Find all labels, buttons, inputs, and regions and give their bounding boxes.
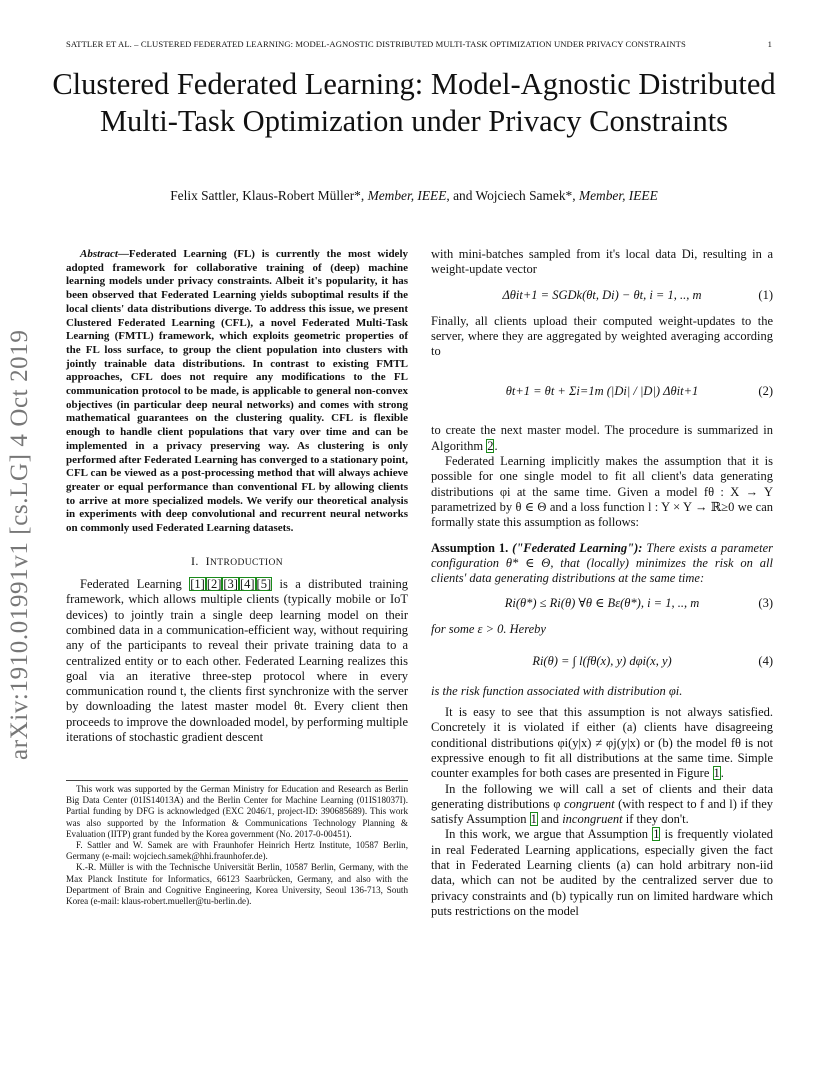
equation-2: θt+1 = θt + Σi=1m (|Di| / |D|) Δθit+1 (2) [431,369,773,413]
footnote-funding: This work was supported by the German Ministry for Education and Research as Berlin Big Data Center (01IS14013A) and the Berlin Center for Machine Learning (01IS18037I). Partial funding by DFG is acknowledged (EXC 2046/1, project-ID: 390685689). This work was also supported by the Information & Communications Technology Planning & Evaluation (IITP) grant funded by the Korea government (No. 2017-0-00451). [66,784,408,839]
footnotes [66,780,408,907]
equation-number: (3) [758,596,773,611]
hereby-line: for some ε > 0. Hereby [431,622,546,637]
paper-title: Clustered Federated Learning: Model-Agnostic Distributed Multi-Task Optimization under Privacy Constraints [52,67,776,138]
equation-number: (4) [758,653,773,668]
member-label-1: Member, IEEE [367,188,447,203]
assumption-link[interactable]: 1 [530,812,537,827]
paragraph-implicit-assumption: Federated Learning implicitly makes the assumption that it is possible for one single model to fit all client's data generating distributions φi at the same time. Given a model fθ : X → Y parametrized by θ ∈ Θ and a loss function l : Y × Y → ℝ≥0 we can formally state this assumption as follows: [431,454,773,530]
citation-link[interactable]: [5] [256,577,272,592]
paragraph-sgd: with mini-batches sampled from it's local data Di, resulting in a weight-update vector [431,247,773,277]
running-head-text: SATTLER ET AL. – CLUSTERED FEDERATED LEARNING: MODEL-AGNOSTIC DISTRIBUTED MULTI-TASK OPTIMIZATION UNDER PRIVACY CONSTRAINTS [66,39,686,49]
citation-link[interactable]: [2] [206,577,222,592]
abstract-label: Abstract [80,248,118,260]
paragraph-this-work: In this work, we argue that Assumption 1 is frequently violated in real Federated Learning applications, especially given the fact that in Federated Learning clients (a) can hold arbitrary non-iid data, which can not be audited by the centralized server due to privacy constraints and (b) typically run on limited hardware which puts restrictions on the model [431,827,773,918]
page-number: 1 [767,39,772,49]
arxiv-stamp: arXiv:1910.01991v1 [cs.LG] 4 Oct 2019 [6,329,33,760]
authors-names-2: , and Wojciech Samek*, [446,188,579,203]
footnote-affiliation-2: K.-R. Müller is with the Technische Universität Berlin, 10587 Berlin, Germany, with the Max Planck Institute for Informatics, 66123 Saarbrücken, Germany, and also with the Department of Brain and Cognitive Engineering, Korea University, Seoul 136-713, South Korea (e-mail: klaus-robert.mueller@tu-berlin.de). [66,862,408,907]
paragraph-congruent: In the following we will call a set of clients and their data generating distributions φ congruent (with respect to f and l) if they satisfy Assumption 1 and incongruent if they don't. [431,781,773,827]
running-head [66,39,772,49]
assumption-1: Assumption 1. ("Federated Learning"): There exists a parameter configuration θ* ∈ Θ, that (locally) minimizes the risk on all clients' data generating distributions at the same time: [431,540,773,586]
authors-names: Felix Sattler, Klaus-Robert Müller*, [170,188,368,203]
paragraph-violation: It is easy to see that this assumption is not always satisfied. Concretely it is violated if either (a) clients have disagreeing conditional distributions φi(y|x) ≠ φj(y|x) or (b) the model fθ is not expressive enough to fit all distributions at the same time. Simple counter examples for both cases are presented in Figure 1. [431,705,773,781]
equation-1: Δθit+1 = SGDk(θt, Di) − θt, i = 1, .., m (1) [502,287,773,302]
left-column [66,248,408,745]
assumption-label: Assumption 1. [431,540,509,555]
citation-link[interactable]: [4] [239,577,255,592]
footnote-affiliation-1: F. Sattler and W. Samek are with Fraunhofer Heinrich Hertz Institute, 10587 Berlin, Germany (e-mail: wojciech.samek@hhi.fraunhofer.de). [66,840,408,862]
paragraph-aggregation: Finally, all clients upload their computed weight-updates to the server, where they are aggregated by weighted averaging according to [431,313,773,359]
citation-link[interactable]: [1] [190,577,205,592]
right-column [431,247,773,919]
equation-number: (2) [758,384,773,399]
paragraph-master-model: to create the next master model. The procedure is summarized in Algorithm 2. [431,423,773,453]
equation-3: Ri(θ*) ≤ Ri(θ) ∀θ ∈ Bε(θ*), i = 1, .., m (3) [504,596,773,611]
risk-definition: is the risk function associated with distribution φi. [431,683,683,698]
abstract-text: —Federated Learning (FL) is currently the most widely adopted framework for collaborative training of (deep) machine learning models under privacy constraints. Albeit it's popularity, it has been observed that Federated Learning yields suboptimal results if the local clients' data distributions diverge. To address this issue, we present Clustered Federated Learning (CFL), a novel Federated Multi-Task Learning (FMTL) framework, which exploits geometric properties of the FL loss surface, to group the client population into clusters with jointly trainable data distributions. In contrast to existing FMTL approaches, CFL does not require any modifications to the FL communication protocol to be made, is applicable to general non-convex objectives (in particular deep neural networks) and comes with strong mathematical guarantees on the clustering quality. CFL is flexible enough to handle client populations that vary over time and can be implemented in a privacy preserving way. As clustering is only performed after Federated Learning has converged to a stationary point, CFL can be viewed as a post-processing method that will always achieve greater or equal performance than conventional FL by allowing clients to arrive at more specialized models. We verify our theoretical analysis in experiments with deep convolutional and recurrent neural networks on commonly used Federated Learning datasets. [66,248,408,535]
figure-link[interactable]: 1 [713,766,720,781]
abstract [66,248,408,536]
section-heading-introduction: I. INTRODUCTION [190,553,284,568]
citation-link[interactable]: [3] [223,577,238,592]
intro-paragraph: Federated Learning [1] [2] [3] [4] [5] is a distributed training framework, which allows multiple clients (typically mobile or IoT devices) to jointly train a single deep learning model on their combined data in a communication-efficient way, without requiring any of the participants to reveal their private training data to a centralized entity or to each other. Federated Learning realizes this goal via an iterative three-step protocol where in every communication round t, the clients first synchronize with the server by downloading the latest master model θt. Every client then proceeds to improve the downloaded model, by performing multiple iterations of stochastic gradient descent [66,577,409,745]
member-label-2: Member, IEEE [578,188,658,203]
equation-4: Ri(θ) = ∫ l(fθ(x), y) dφi(x, y) (4) [431,648,773,674]
algorithm-link[interactable]: 2 [487,438,494,453]
author-line [40,188,788,204]
assumption-link[interactable]: 1 [653,827,660,842]
equation-number: (1) [758,287,773,302]
